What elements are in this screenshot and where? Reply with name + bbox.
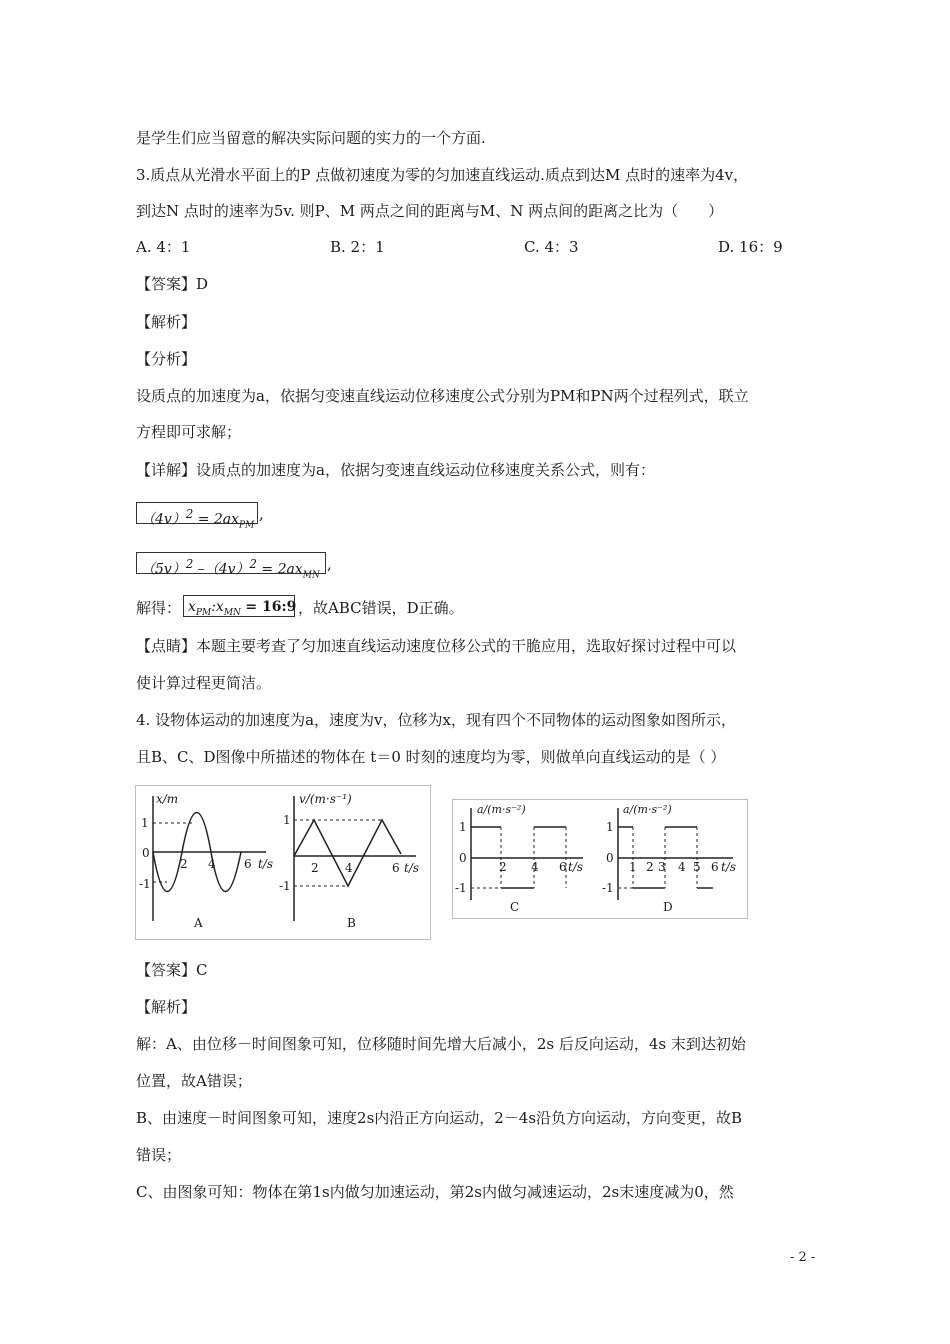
- graph-c-ylabel: a/(m·s⁻²): [477, 803, 526, 816]
- eq3-colon: :x: [211, 599, 224, 615]
- graph-cd-svg: [453, 800, 747, 918]
- q4-sol-a1: 解：A、由位移－时间图象可知，位移随时间先增大后减小，2s 后反向运动，4s 末到达初始: [136, 1035, 746, 1053]
- q3-stem-line1: 3.质点从光滑水平面上的P 点做初速度为零的匀加速直线运动.质点到达M 点时的速率为4v，: [136, 166, 749, 184]
- q3-option-c: C. 4：3: [524, 238, 579, 256]
- graph-d-tick-3: 3: [658, 860, 666, 874]
- graph-a-xlabel: t/s: [258, 857, 274, 871]
- graph-d-ytop: 1: [606, 820, 614, 834]
- graph-b-tick-2: 2: [311, 861, 319, 875]
- q3-comment-line2: 使计算过程更简洁。: [136, 674, 272, 692]
- eq3-val: = 16:9: [245, 599, 297, 615]
- figure-ab: [135, 785, 431, 940]
- eq2-mid: –（4v）: [197, 561, 250, 578]
- q4-sol-b2: 错误；: [136, 1146, 182, 1164]
- eq2-rhs: = 2ax: [261, 561, 303, 578]
- graph-b-caption: B: [347, 916, 356, 930]
- graph-c-tick-6: 6: [559, 860, 567, 874]
- eq2-trail: ,: [327, 555, 332, 573]
- intro-line: 是学生们应当留意的解决实际问题的实力的一个方面.: [136, 129, 486, 147]
- q3-option-b: B. 2：1: [330, 238, 385, 256]
- equation-3: [183, 595, 295, 617]
- equation-1: [136, 502, 258, 531]
- eq3-a: x: [188, 599, 196, 615]
- graph-b: [294, 796, 416, 921]
- q3-fenxi-title: 【分析】: [136, 350, 197, 368]
- graph-c-xlabel: t/s: [568, 860, 584, 874]
- graph-d-xlabel: t/s: [721, 860, 737, 874]
- graph-d-tick-2: 2: [646, 860, 654, 874]
- q3-option-a: A. 4：1: [136, 238, 191, 256]
- graph-a-tick-2: 2: [180, 857, 188, 871]
- graph-c-ytop: 1: [459, 820, 467, 834]
- graph-c-tick-4: 4: [531, 860, 539, 874]
- q3-fenxi-line2: 方程即可求解；: [136, 423, 242, 441]
- q3-analysis-title: 【解析】: [136, 313, 197, 331]
- eq3-sub2: MN: [223, 607, 241, 618]
- graph-d-tick-6: 6: [711, 860, 719, 874]
- graph-b-line: [294, 820, 401, 886]
- graph-d-ybot: -1: [602, 881, 614, 895]
- graph-d-ylabel: a/(m·s⁻²): [623, 803, 672, 816]
- graph-d-tick-4: 4: [678, 860, 686, 874]
- graph-b-ybot: -1: [279, 879, 291, 893]
- solve-suffix: ，故ABC错误，D正确。: [298, 599, 464, 617]
- graph-c-tick-2: 2: [499, 860, 507, 874]
- eq2-lhs: （5v）: [141, 561, 186, 578]
- eq1-trail: ,: [259, 505, 264, 523]
- q4-sol-b1: B、由速度－时间图象可知，速度2s内沿正方向运动，2－4s沿负方向运动，方向变更，故B: [136, 1109, 743, 1127]
- graph-a-ylabel: x/m: [156, 792, 179, 806]
- q4-analysis-title: 【解析】: [136, 998, 197, 1016]
- graph-c-ybot: -1: [455, 881, 467, 895]
- graph-b-xlabel: t/s: [404, 861, 420, 875]
- q3-fenxi-line1: 设质点的加速度为a，依据匀变速直线运动位移速度公式分别为PM和PN两个过程列式，联立: [136, 387, 749, 405]
- q4-sol-c1: C、由图象可知：物体在第1s内做匀加速运动，第2s内做匀减速运动，2s末速度减为0，然: [136, 1183, 734, 1201]
- graph-b-tick-6: 6: [392, 861, 400, 875]
- equation-2: [136, 552, 326, 581]
- eq2-exp2: 2: [249, 557, 257, 571]
- graph-c-caption: C: [510, 900, 520, 914]
- graph-a-tick-6: 6: [244, 857, 252, 871]
- figure-cd: [452, 799, 748, 919]
- q4-answer: 【答案】C: [136, 961, 208, 979]
- q4-sol-a2: 位置，故A错误；: [136, 1072, 252, 1090]
- graph-b-ylabel: v/(m·s⁻¹): [299, 792, 352, 806]
- eq2-sub: MN: [302, 570, 320, 581]
- q3-answer: 【答案】D: [136, 275, 209, 293]
- graph-a-ytop: 1: [141, 816, 149, 830]
- graph-b-tick-4: 4: [345, 861, 353, 875]
- eq2-exp1: 2: [185, 557, 194, 571]
- eq1-lhs: （4v）: [141, 511, 186, 528]
- eq3-sub1: PM: [195, 607, 212, 618]
- graph-a-caption: A: [194, 916, 203, 930]
- q3-comment-line1: 【点睛】本题主要考查了匀加速直线运动速度位移公式的干脆应用，选取好探讨过程中可以: [136, 637, 737, 655]
- graph-c: [471, 808, 583, 900]
- graph-a-origin: 0: [142, 846, 150, 860]
- graph-b-ytop: 1: [283, 813, 291, 827]
- q3-option-d: D. 16：9: [718, 238, 783, 256]
- eq1-rhs: = 2ax: [197, 511, 240, 528]
- graph-d: [618, 808, 733, 900]
- eq1-exp: 2: [185, 507, 194, 521]
- graph-a-ybot: -1: [139, 877, 151, 891]
- graph-a-tick-4: 4: [208, 857, 216, 871]
- q4-stem-line2: 且B、C、D图像中所描述的物体在 t＝0 时刻的速度均为零，则做单向直线运动的是（ ）: [136, 748, 726, 766]
- graph-d-origin: 0: [606, 851, 614, 865]
- solve-prefix: 解得：: [136, 599, 182, 617]
- eq1-sub: PM: [239, 520, 255, 531]
- graph-d-tick-5: 5: [693, 860, 701, 874]
- q3-detail: 【详解】设质点的加速度为a，依据匀变速直线运动位移速度关系公式，则有：: [136, 461, 655, 479]
- page-number: - 2 -: [790, 1250, 816, 1265]
- q3-stem-line2: 到达N 点时的速率为5v. 则P、M 两点之间的距离与M、N 两点间的距离之比为（ ）: [136, 202, 724, 220]
- q4-stem-line1: 4. 设物体运动的加速度为a，速度为v，位移为x，现有四个不同物体的运动图象如图所示，: [136, 711, 736, 729]
- graph-d-caption: D: [663, 900, 673, 914]
- graph-d-tick-1: 1: [629, 860, 637, 874]
- graph-c-origin: 0: [459, 851, 467, 865]
